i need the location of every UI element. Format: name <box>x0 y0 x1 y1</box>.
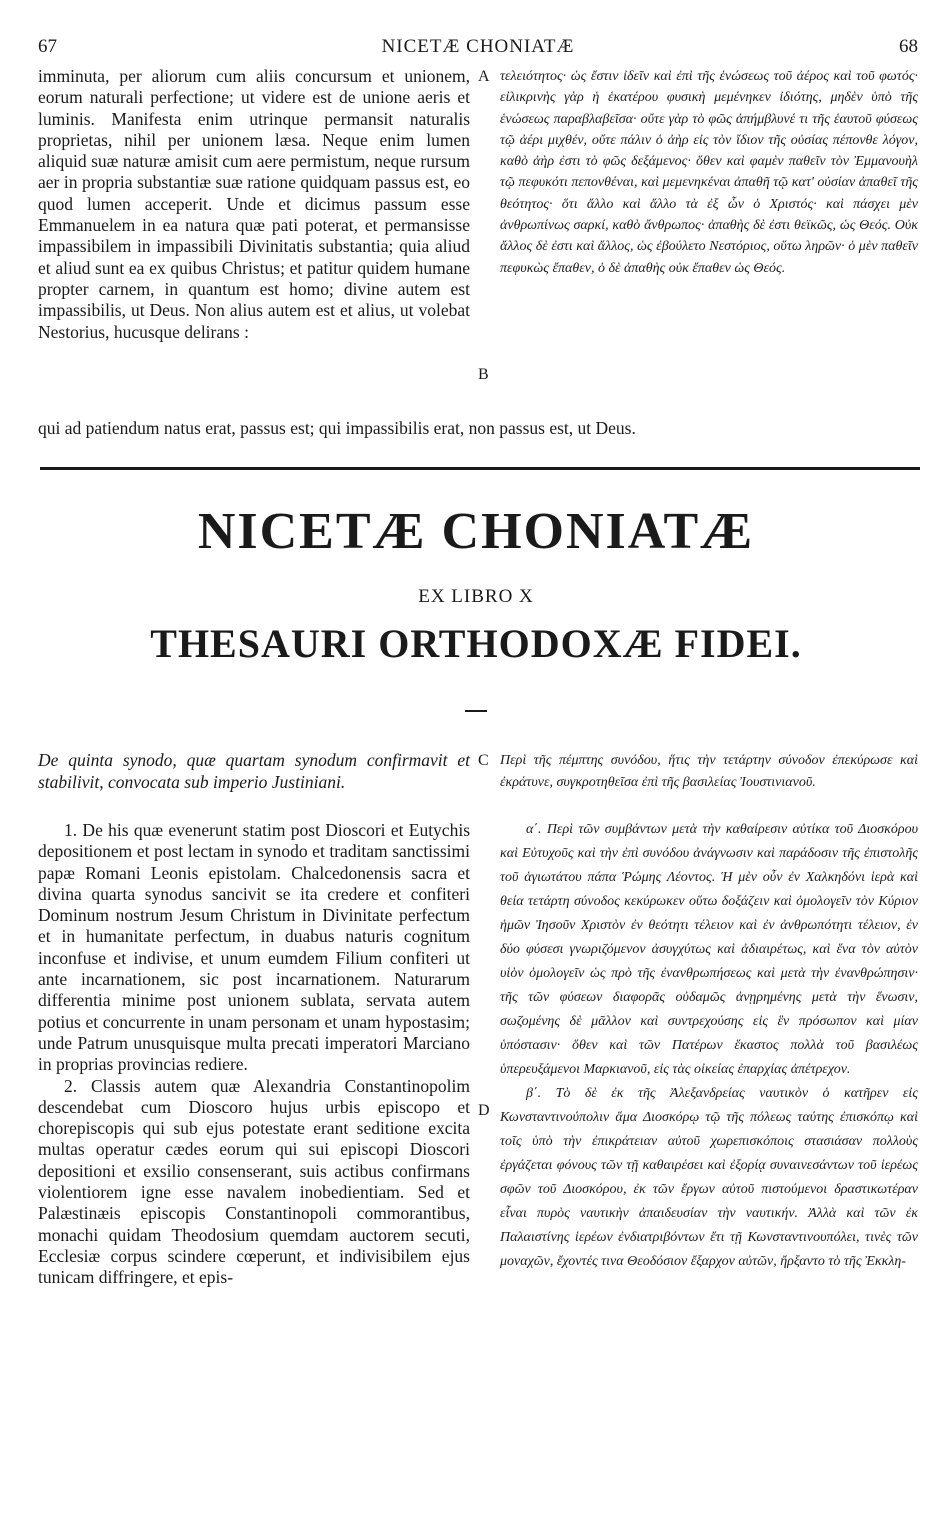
greek-body-column <box>500 818 918 1274</box>
book-subtitle: EX LIBRO X <box>418 586 534 607</box>
section-divider-rule <box>40 467 920 470</box>
margin-marker-a: A <box>478 68 490 85</box>
latin-paragraph-1: 1. De his quæ evenerunt statim post Dioscori et Eutychis depositionem et post lectam in synodo et traditam sanctissimi papæ Romani Leonis epistolam. Chalcedonensis sacra et divina quarta synodus sancivit se ita credere et confiteri Dominum nostrum Jesum Christum in Divinitate perfectum et in humanitate perfectum, in duabus naturis cognitum inconfuse et indivise, et unum eumdem Filium confiteri ut ante incarnationem, sic post incarnationem. Naturarum differentia minime post unionem sublata, servata autem potius et concurrente in unam personam et unam hypostasim; unde Patrum unusquisque multa precati imperatori Marciano in proprias provincias rediere. <box>38 820 470 1075</box>
margin-marker-d: D <box>478 1102 490 1119</box>
left-page-number: 67 <box>38 36 57 57</box>
work-title: THESAURI ORTHODOXÆ FIDEI. <box>150 621 802 666</box>
top-latin-column: imminuta, per aliorum cum aliis concursum et unionem, eorum naturali perfectione; ut videre est de unione aeris et luminis. Manifesta enim utrinque permansit naturalis proprietas, nihil per unionem læsa. Neque enim lumen aliquid suæ naturæ amisit cum aere permistum, neque rursum aer in propria substantiæ suæ ratione quidquam passus est, eo quod lumen acceperit. Unde et dicimus passum esse Emmanuelem in ea natura quæ pati poterat, et permansisse impassibilem in impassibili Divinitatis substantia; quia aliud et aliud sunt ea ex quibus Christus; et patitur quidem humane propter carnem, in quantum est homo; divine autem est impassibilis, ut Deus. Non alius autem est et alius, ut volebat Nestorius, hucusque delirans : <box>38 66 470 342</box>
latin-body-column <box>38 820 470 1289</box>
greek-paragraph-2: β΄. Τὸ δὲ ἐκ τῆς Ἀλεξανδρείας ναυτικὸν ὁ κατῆρεν εἰς Κωνσταντινούπολιν ἅμα Διοσκόρῳ τῷ τῆς πόλεως ταύτης ἐπισκόπῳ καὶ τοῖς ὑπὸ τὴν ἐπικράτειαν αὐτοῦ χωρεπισκόποις στασιάσαν πολλοὺς ἐργάζεται φόνους τῶν τῇ καθαιρέσει καὶ ἐξορίᾳ συναινεσάντων τοῦ ἱερέως σφῶν τοῦ Διοσκόρου, ἐκ τῶν ἔργων αὐτοῦ πιστούμενοι δραστικωτέραν εἶναι πυρὸς ναυτικὴν ἀπαιδευσίαν τὴν ναυτικήν. Ἀλλὰ καὶ τῶν ἐκ Παλαιστίνης ἱερέων ἐνδιατριβόντων ἔτι τῇ Κωνσταντινουπόλει, τινὲς τῶν μοναχῶν, ἔχοντές τινα Θεοδόσιον ἔξαρχον αὐτῶν, ἤρξαντο τὸ τῆς Ἐκκλη- <box>500 1086 918 1269</box>
chapter-heading-greek: Περὶ τῆς πέμπτης συνόδου, ἥτις τὴν τετάρτην σύνοδον ἐπεκύρωσε καὶ ἐκράτυνε, συγκροτηθεῖσα ἐπὶ τῆς βασιλείας Ἰουστινιανοῦ. <box>500 753 918 790</box>
author-title: NICETÆ CHONIATÆ <box>197 503 755 560</box>
top-greek-column: τελειότητος· ὡς ἔστιν ἰδεῖν καὶ ἐπὶ τῆς ἑνώσεως τοῦ ἀέρος καὶ τοῦ φωτός· εἰλικρινὴς γὰρ ἡ ἑκατέρου φυσικὴ μεμένηκεν ἰδιότης, μηδὲν ὑπὸ τῆς ἑνώσεως παραβλαβεῖσα· οὔτε γὰρ τὸ φῶς ἀπήμβλυνέ τι τῆς ἑαυτοῦ φύσεως τῷ ἀέρι μιχθέν, οὔτε πάλιν ὁ ἀὴρ εἰς τὸν ἴδιον τῆς οὐσίας πέπονθε λόγον, καθὸ ἀὴρ ἐστι τὸ φῶς δεξάμενος· ὅθεν καὶ φαμὲν παθεῖν τὸν Ἐμμανουὴλ τῷ πεφυκότι πεπονθέναι, καὶ μεμενηκέναι ἀπαθῆ τῷ κατ' οὐσίαν ἀπαθεῖ τῆς θεότητος· ὅτι ἄλλο καὶ ἄλλο τὰ ἐξ ὧν ὁ Χριστός· καὶ πάσχει μὲν ἀνθρωπίνως σαρκί, καθὸ ἄνθρωπος· ἀπαθὴς δὲ ἐστι θεϊκῶς, ὡς Θεός. Οὐκ ἄλλος δὲ ἐστι καὶ ἄλλος, ὡς ἐβούλετο Νεστόριος, οὕτω ληρῶν· ὁ μὲν παθεῖν πεφυκὼς ἔπαθεν, ὁ δὲ ἀπαθὴς οὐκ ἔπαθεν ὡς Θεός. <box>500 69 918 276</box>
latin-paragraph-2: 2. Classis autem quæ Alexandria Constantinopolim descendebat cum Dioscoro hujus urbis episcopo et chorepiscopis qui sub ejus potestate erant seditione excita multas operatur cædes eorum qui sui episcopi Dioscori depositioni et exsilio consenserant, suis actibus confirmans violentiorem igne esse navalem inobedientiam. Sed et Palæstinæis episcopis Constantinopoli commorantibus, monachi quidam Theodosium quemdam auctorem secuti, Ecclesiæ corpus scindere cœperunt, et indivisibilem ejus tunicam diffringere, et epis- <box>38 1075 470 1288</box>
title-short-rule <box>465 710 487 712</box>
latin-continuation-line: qui ad patiendum natus erat, passus est; qui impassibilis erat, non passus est, ut Deus. <box>38 418 636 438</box>
margin-marker-c: C <box>478 752 489 769</box>
chapter-heading-latin: De quinta synodo, quæ quartam synodum confirmavit et stabilivit, convocata sub imperio Justiniani. <box>38 750 470 792</box>
page-header <box>38 36 918 62</box>
running-title: NICETÆ CHONIATÆ <box>381 36 575 57</box>
greek-paragraph-1: α΄. Περὶ τῶν συμβάντων μετὰ τὴν καθαίρεσιν αὐτίκα τοῦ Διοσκόρου καὶ Εὐτυχοῦς καὶ τὴν ἐπὶ συνόδου ἀνάγνωσιν καὶ παράδοσιν τῆς ἐπιστολῆς τοῦ ἁγιωτάτου πάπα Ῥώμης Λέοντος. Ἡ μὲν οὖν ἐν Χαλκηδόνι ἱερὰ καὶ θεία τετάρτη σύνοδος κεκύρωκεν οὕτω δοξάζειν καὶ ὁμολογεῖν τὸν Κύριον ἡμῶν Ἰησοῦν Χριστὸν ἐν θεότητι τέλειον καὶ ἐν ἀνθρωπότητι τέλειον, ἐν δύο φύσεσι γνωριζόμενον ἀσυγχύτως καὶ ἀδιαιρέτως, καὶ ἕνα τὸν αὐτὸν υἱὸν ὁμολογεῖν ὡς πρὸ τῆς ἐνανθρωπήσεως καὶ μετὰ τὴν ἐνανθρώπησιν· τῆς τῶν φύσεων διαφορᾶς οὐδαμῶς ἀνῃρημένης μετὰ τὴν ἕνωσιν, σωζομένης δὲ μᾶλλον καὶ συντρεχούσης εἰς ἓν πρόσωπον καὶ μίαν ὑπόστασιν· ὅθεν καὶ τῶν Πατέρων ἕκαστος πολλὰ τοῦ βασιλέως ὑπερευξάμενοι Μαρκιανοῦ, εἰς τὰς οἰκείας ἐπαρχίας ἀπέτρεχον. <box>500 822 918 1077</box>
margin-marker-b: B <box>478 366 489 383</box>
right-page-number: 68 <box>899 36 918 57</box>
